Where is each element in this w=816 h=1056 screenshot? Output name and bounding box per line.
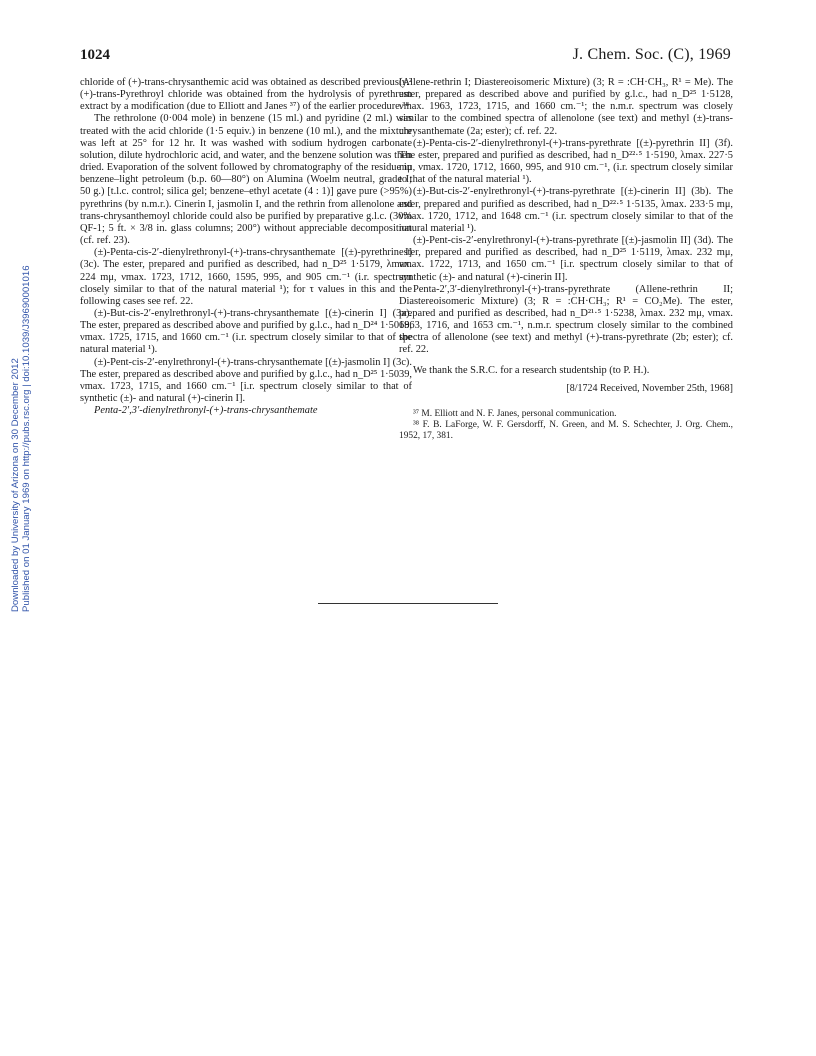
side-watermark [10,52,32,612]
compound-entry: (±)-Penta-cis-2′-dienylrethronyl-(+)-trans-chrysanthemate [(±)-pyrethrin I] (3c). The ester, prepared and purified as described, had n_D²⁵ 1·5179, λmax. 224 mμ, νmax. 1723, 1712, 1660, 1595, 995, and 905 cm.⁻¹ (i.r. spectrum closely similar to that of the natural material ¹); for τ values in this and the following cases see ref. 22. [80,247,412,307]
compound-entry: (±)-Pent-cis-2′-enylrethronyl-(+)-trans-pyrethrate [(±)-jasmolin II] (3d). The ester, prepared and purified as described, had n_D²⁵ 1·5119, λmax. 232 mμ, νmax. 1722, 1713, and 1650 cm.⁻¹ [i.r. spectrum closely similar to that of synthetic (±)- and natural (+)-cinerin II]. [399,235,733,283]
journal-header: J. Chem. Soc. (C), 1969 [572,46,731,63]
compound-entry: (±)-Penta-cis-2′-dienylrethronyl-(+)-trans-pyrethrate [(±)-pyrethrin II] (3f). The ester, prepared and purified as described, had n_D²²·⁵ 1·5190, λmax. 227·5 mμ, νmax. 1720, 1712, 1660, 995, and 910 cm.⁻¹, (i.r. spectrum closely similar to that of the natural material ¹). [399,137,733,186]
watermark-download-line[interactable]: Downloaded by University of Arizona on 30 December 2012 [10,358,21,612]
footnotes [399,409,733,443]
footnote: ³⁸ F. B. LaForge, W. F. Gersdorff, N. Green, and M. S. Schechter, J. Org. Chem., 1952, 17, 381. [399,420,733,442]
paragraph: chloride of (+)-trans-chrysanthemic acid was obtained as described previously.² (+)-trans-Pyrethroyl chloride was obtained from the hydrolysis of pyrethrum extract by a modification (due to Elliott and Janes ³⁷) of the earlier procedure.³⁸ [80,77,412,113]
compound-entry: (Allene-rethrin I; Diastereoisomeric Mixture) (3; R = :CH·CH₃, R¹ = Me). The ester, prepared as described above and purified by g.l.c., had n_D²⁵ 1·5128, νmax. 1963, 1723, 1715, and 1660 cm.⁻¹; the n.m.r. spectrum was closely similar to the combined spectra of allenolone (see text) and methyl (±)-trans-chrysanthemate (2a; ester); cf. ref. 22. [399,77,733,137]
right-column [399,77,733,443]
watermark-doi-line[interactable]: Published on 01 January 1969 on http://pubs.rsc.org | doi:10.1039/J39690001016 [21,265,32,612]
compound-entry: Penta-2′,3′-dienylrethronyl-(+)-trans-pyrethrate (Allene-rethrin II; Diastereoisomeric Mixture) (3; R = :CH·CH₃; R¹ = CO₂Me). The ester, prepared and purified as described, had n_D²¹·⁵ 1·5238, λmax. 232 mμ, νmax. 1963, 1716, and 1653 cm.⁻¹, n.m.r. spectrum closely similar to the combined spectra of allenolone (see text) and methyl (+)-trans-pyrethrate (2b; ester); cf. ref. 22. [399,283,733,356]
acknowledgement: We thank the S.R.C. for a research studentship (to P. H.). [413,364,650,376]
page-number: 1024 [80,47,110,63]
compound-entry: (±)-But-cis-2′-enylrethronyl-(+)-trans-pyrethrate [(±)-cinerin II] (3b). The ester, prepared and purified as described, had n_D²²·⁵ 1·5135, λmax. 233·5 mμ, νmax. 1720, 1712, and 1648 cm.⁻¹ (i.r. spectrum closely similar to that of the natural material ¹). [399,186,733,234]
compound-heading: Penta-2′,3′-dienylrethronyl-(+)-trans-chrysanthemate [94,405,318,417]
section-divider [318,603,498,604]
paragraph: The rethrolone (0·004 mole) in benzene (15 ml.) and pyridine (2 ml.) was treated with the acid chloride (1·5 equiv.) in benzene (10 ml.), and the mixture was left at 25° for 12 hr. It was washed with sodium hydrogen carbonate solution, dilute hydrochloric acid, and water, and the benzene solution was then dried. Evaporation of the solvent followed by chromatography of the residue in benzene–light petroleum (b.p. 60—80°) on Alumina (Woelm neutral, grade I; 50 g.) [t.l.c. control; silica gel; benzene–ethyl acetate (4 : 1)] gave pure (>95%) pyrethrins (by n.m.r.). Cinerin I, jasmolin I, and the rethrin from allenolone and trans-chrysanthemoyl chloride could also be purified by preparative g.l.c. (30% QF-1; 5 ft. × 3/8 in. glass columns; 200°) without appreciable decomposition (cf. ref. 23). [80,113,412,247]
compound-entry: (±)-Pent-cis-2′-enylrethronyl-(+)-trans-chrysanthemate [(±)-jasmolin I] (3c). The ester, prepared as described above and purified by g.l.c., had n_D²⁵ 1·5039, νmax. 1723, 1715, and 1660 cm.⁻¹ [i.r. spectrum closely similar to that of synthetic (±)- and natural (+)-cinerin I]. [80,356,412,405]
footnote: ³⁷ M. Elliott and N. F. Janes, personal communication. [413,408,617,419]
left-column [80,77,412,417]
received-date: [8/1724 Received, November 25th, 1968] [566,382,733,394]
compound-entry: (±)-But-cis-2′-enylrethronyl-(+)-trans-chrysanthemate [(±)-cinerin I] (3a). The ester, prepared as described above and purified by g.l.c., had n_D²⁴ 1·5068, νmax. 1725, 1715, and 1660 cm.⁻¹ (i.r. spectrum closely similar to that of the natural material ¹). [80,307,412,356]
